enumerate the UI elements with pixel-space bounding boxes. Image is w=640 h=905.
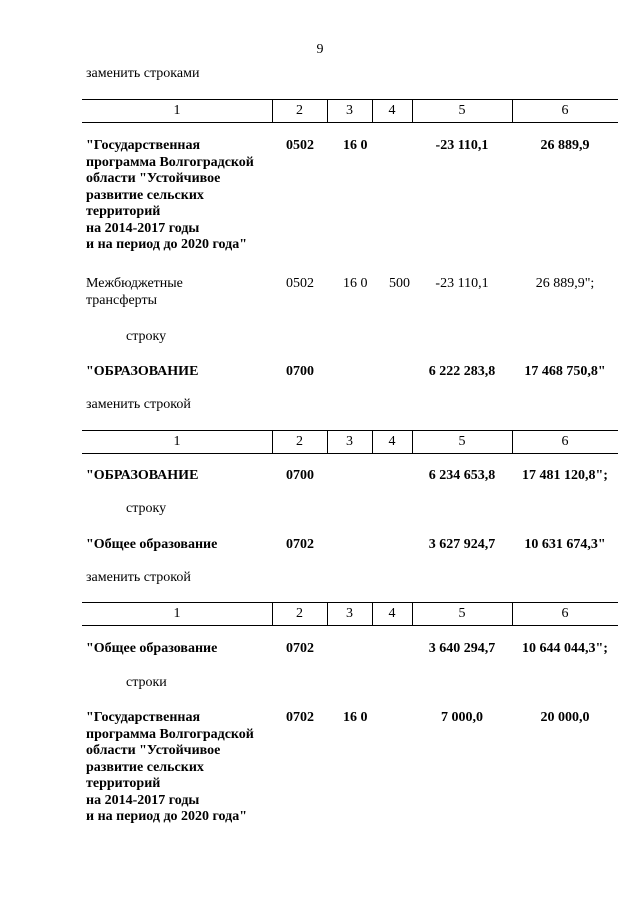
row-program-code: 16 0 xyxy=(343,710,368,725)
instruction-row: строку xyxy=(126,329,167,344)
column-header-5: 5 xyxy=(458,434,466,449)
column-header-5: 5 xyxy=(458,606,466,621)
row-section-code: 0702 xyxy=(286,710,314,725)
column-header-6: 6 xyxy=(561,103,569,118)
column-header-3: 3 xyxy=(346,434,353,449)
row-section-code: 0502 xyxy=(286,138,314,153)
instruction-replace-row: заменить строкой xyxy=(86,570,191,585)
row-amount-total: 26 889,9 xyxy=(540,138,590,153)
column-header-1: 1 xyxy=(173,606,181,621)
column-header-row xyxy=(82,602,618,626)
column-header-3: 3 xyxy=(346,103,353,118)
row-amount-change: -23 110,1 xyxy=(435,276,489,291)
column-header-4: 4 xyxy=(388,606,396,621)
row-section-code: 0700 xyxy=(286,468,314,483)
page-number: 9 xyxy=(316,42,324,57)
instruction-rows: строки xyxy=(126,675,167,690)
row-amount-total: 10 631 674,3" xyxy=(524,537,606,552)
row-name: "ОБРАЗОВАНИЕ xyxy=(86,468,199,483)
row-name: Межбюджетные трансферты xyxy=(86,276,183,308)
row-amount-change: 3 627 924,7 xyxy=(428,537,496,552)
row-amount-change: 6 222 283,8 xyxy=(428,364,496,379)
row-section-code: 0502 xyxy=(286,276,314,291)
instruction-replace-rows: заменить строками xyxy=(86,66,200,81)
row-name: "Государственная программа Волгоградской области "Устойчивое развитие сельских территорий на 2014-2017 годы и на период до 2020 года" xyxy=(86,710,254,824)
column-header-5: 5 xyxy=(458,103,466,118)
row-section-code: 0700 xyxy=(286,364,314,379)
row-program-code: 16 0 xyxy=(343,138,368,153)
row-amount-total: 17 468 750,8" xyxy=(524,364,606,379)
column-header-row xyxy=(82,430,618,454)
row-amount-total: 17 481 120,8"; xyxy=(522,468,608,483)
instruction-row: строку xyxy=(126,501,167,516)
row-name: "Общее образование xyxy=(86,537,218,552)
row-amount-change: -23 110,1 xyxy=(435,138,489,153)
row-name: "ОБРАЗОВАНИЕ xyxy=(86,364,199,379)
column-header-2: 2 xyxy=(296,606,303,621)
column-header-4: 4 xyxy=(388,103,396,118)
row-program-code: 16 0 xyxy=(343,276,368,291)
column-header-row xyxy=(82,99,618,123)
column-header-6: 6 xyxy=(561,434,569,449)
row-amount-total: 20 000,0 xyxy=(540,710,590,725)
row-amount-total: 10 644 044,3"; xyxy=(522,641,608,656)
column-header-1: 1 xyxy=(173,103,181,118)
row-amount-change: 6 234 653,8 xyxy=(428,468,496,483)
row-expense-type: 500 xyxy=(389,276,410,291)
row-section-code: 0702 xyxy=(286,537,314,552)
column-header-3: 3 xyxy=(346,606,353,621)
instruction-replace-row: заменить строкой xyxy=(86,397,191,412)
row-section-code: 0702 xyxy=(286,641,314,656)
column-header-2: 2 xyxy=(296,103,303,118)
row-amount-total: 26 889,9"; xyxy=(535,276,595,291)
column-header-6: 6 xyxy=(561,606,569,621)
column-header-2: 2 xyxy=(296,434,303,449)
column-header-4: 4 xyxy=(388,434,396,449)
row-name: "Государственная программа Волгоградской области "Устойчивое развитие сельских территорий на 2014-2017 годы и на период до 2020 года" xyxy=(86,138,254,252)
row-amount-change: 7 000,0 xyxy=(441,710,483,725)
row-amount-change: 3 640 294,7 xyxy=(428,641,496,656)
column-header-1: 1 xyxy=(173,434,181,449)
row-name: "Общее образование xyxy=(86,641,218,656)
